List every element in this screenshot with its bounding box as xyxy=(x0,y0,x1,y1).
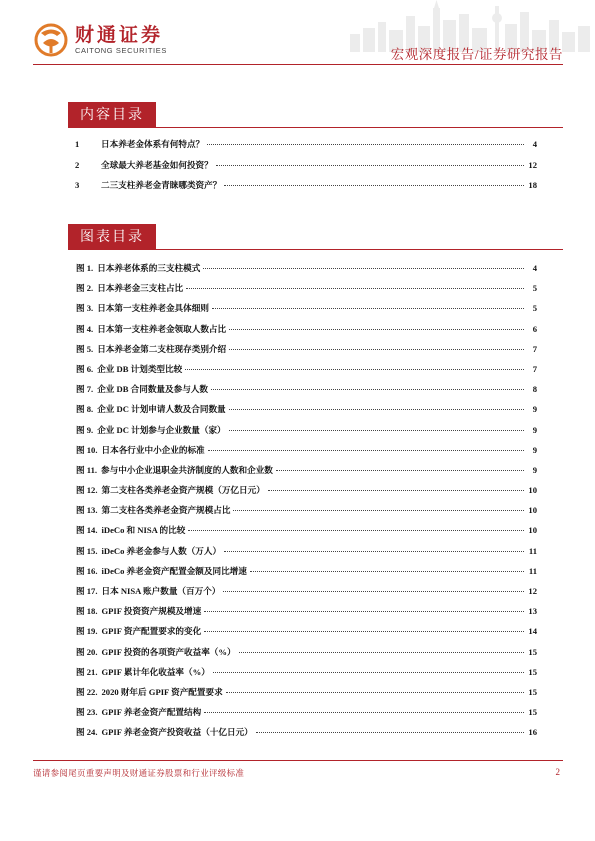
header-divider xyxy=(33,64,563,65)
figure-page: 15 xyxy=(528,686,537,697)
figure-title: 日本第一支柱养老金领取人数占比 xyxy=(97,323,227,334)
figure-entry[interactable] xyxy=(76,726,537,746)
figure-label: 图 19. xyxy=(76,626,98,637)
figure-entry[interactable] xyxy=(76,403,537,423)
figure-title: 第二支柱各类养老金资产规模占比 xyxy=(101,505,231,516)
toc-entry-title: 二三支柱养老金青睐哪类资产？ xyxy=(101,180,222,190)
figure-entry[interactable] xyxy=(76,282,537,302)
figure-title: GPIF 养老金资产配置结构 xyxy=(101,707,202,718)
toc-entry[interactable] xyxy=(75,138,537,159)
figure-page: 7 xyxy=(532,343,537,354)
figure-page: 11 xyxy=(528,565,537,576)
toc-entry[interactable] xyxy=(75,179,537,200)
toc-heading-rule xyxy=(68,127,563,128)
page-number: 2 xyxy=(555,767,560,777)
dot-leader xyxy=(213,672,524,673)
figure-entry[interactable] xyxy=(76,383,537,403)
figure-label: 图 9. xyxy=(76,424,94,435)
dot-leader xyxy=(229,430,524,431)
toc-entry-number: 3 xyxy=(75,180,80,190)
report-type-label: 宏观深度报告/证券研究报告 xyxy=(390,47,563,62)
figure-title: 日本养老体系的三支柱模式 xyxy=(97,263,201,273)
figure-label: 图 6. xyxy=(76,363,94,374)
figure-title: 2020 财年后 GPIF 资产配置要求 xyxy=(101,686,223,697)
figure-page: 5 xyxy=(532,283,537,294)
figure-page: 15 xyxy=(528,666,537,677)
footer-divider xyxy=(33,760,563,761)
figure-title: 企业 DB 计划类型比较 xyxy=(97,363,183,374)
figure-label: 图 14. xyxy=(76,525,98,536)
toc-list xyxy=(75,138,537,200)
dot-leader xyxy=(229,329,524,330)
figure-label: 图 7. xyxy=(76,384,94,395)
toc-entry-page: 12 xyxy=(528,159,537,170)
figure-entry[interactable] xyxy=(76,565,537,585)
figure-page: 15 xyxy=(528,707,537,718)
figure-page: 10 xyxy=(528,505,537,516)
figure-title: GPIF 养老金资产投资收益（十亿日元） xyxy=(101,727,253,738)
figure-label: 图 13. xyxy=(76,505,98,516)
figure-page: 9 xyxy=(532,444,537,455)
dot-leader xyxy=(203,268,524,269)
figure-entry[interactable] xyxy=(76,646,537,666)
figure-page: 4 xyxy=(532,263,537,273)
figure-title: GPIF 资产配置要求的变化 xyxy=(101,626,202,637)
dot-leader xyxy=(185,369,524,370)
figure-title: iDeCo 养老金资产配置金额及同比增速 xyxy=(101,565,247,576)
figure-label: 图 8. xyxy=(76,404,94,415)
figure-title: iDeCo 和 NISA 的比较 xyxy=(101,525,186,536)
figure-title: 日本第一支柱养老金具体细则 xyxy=(97,303,209,314)
figure-label: 图 18. xyxy=(76,606,98,617)
dot-leader xyxy=(224,551,524,552)
figure-label: 图 10. xyxy=(76,444,98,455)
dot-leader xyxy=(212,308,524,309)
figure-list xyxy=(76,262,537,747)
dot-leader xyxy=(233,510,524,511)
figure-entry[interactable] xyxy=(76,524,537,544)
figure-entry[interactable] xyxy=(76,424,537,444)
figure-page: 7 xyxy=(532,363,537,374)
figure-page: 9 xyxy=(532,464,537,475)
dot-leader xyxy=(268,490,524,491)
toc-entry-title: 日本养老金体系有何特点？ xyxy=(101,139,205,149)
figure-title: GPIF 累计年化收益率（%） xyxy=(101,666,210,677)
figure-entry[interactable] xyxy=(76,444,537,464)
figure-page: 9 xyxy=(532,404,537,415)
figure-title: 日本各行业中小企业的标准 xyxy=(101,444,205,455)
figure-entry[interactable] xyxy=(76,363,537,383)
figure-title: 企业 DC 计划申请人数及合同数量 xyxy=(97,404,226,415)
toc-entry-page: 4 xyxy=(532,139,537,149)
figure-title: GPIF 投资的各项资产收益率（%） xyxy=(101,646,236,657)
figure-label: 图 3. xyxy=(76,303,94,314)
toc-entry[interactable] xyxy=(75,159,537,180)
logo-text xyxy=(75,24,167,56)
figure-title: 第二支柱各类养老金资产规模（万亿日元） xyxy=(101,485,265,496)
dot-leader xyxy=(204,611,524,612)
dot-leader xyxy=(216,165,524,166)
figure-entry[interactable] xyxy=(76,706,537,726)
caitong-logo-icon xyxy=(33,23,69,57)
toc-entry-number: 1 xyxy=(75,139,80,149)
dot-leader xyxy=(208,450,524,451)
logo-chinese-name: 财通证券 xyxy=(75,24,164,46)
figure-entry[interactable] xyxy=(76,545,537,565)
figure-page: 16 xyxy=(528,727,537,738)
figure-entry[interactable] xyxy=(76,464,537,484)
figure-label: 图 17. xyxy=(76,586,98,596)
figures-section-header xyxy=(68,224,563,250)
dot-leader xyxy=(207,144,524,145)
figure-label: 图 5. xyxy=(76,343,94,354)
figure-label: 图 16. xyxy=(76,565,98,576)
figure-entry[interactable] xyxy=(76,666,537,686)
dot-leader xyxy=(226,692,524,693)
figure-entry[interactable] xyxy=(76,504,537,524)
dot-leader xyxy=(239,652,524,653)
figure-title: 企业 DC 计划参与企业数量（家） xyxy=(97,424,226,435)
dot-leader xyxy=(229,349,524,350)
figure-title: 日本 NISA 账户数量（百万个） xyxy=(101,586,221,596)
figure-page: 13 xyxy=(528,606,537,617)
figure-entry[interactable] xyxy=(76,605,537,625)
figure-page: 10 xyxy=(528,485,537,496)
figure-title: 日本养老金三支柱占比 xyxy=(97,283,184,294)
figure-label: 图 21. xyxy=(76,666,98,677)
figure-page: 11 xyxy=(528,545,537,556)
figure-entry[interactable] xyxy=(76,343,537,363)
figure-entry[interactable] xyxy=(76,323,537,343)
figure-entry[interactable] xyxy=(76,302,537,322)
dot-leader xyxy=(204,631,524,632)
figure-label: 图 23. xyxy=(76,707,98,718)
figure-label: 图 20. xyxy=(76,646,98,657)
dot-leader xyxy=(224,185,524,186)
footer-disclaimer: 谨请参阅尾页重要声明及财通证券股票和行业评级标准 xyxy=(33,768,245,778)
company-logo xyxy=(33,23,167,57)
dot-leader xyxy=(229,409,524,410)
figure-entry[interactable] xyxy=(76,484,537,504)
figure-entry[interactable] xyxy=(76,262,537,282)
dot-leader xyxy=(211,389,524,390)
figure-page: 6 xyxy=(532,323,537,334)
toc-section-header xyxy=(68,102,563,128)
figure-page: 15 xyxy=(528,646,537,657)
dot-leader xyxy=(223,591,524,592)
figure-label: 图 11. xyxy=(76,464,98,475)
dot-leader xyxy=(250,571,524,572)
figure-title: GPIF 投资资产规模及增速 xyxy=(101,606,202,617)
figure-label: 图 15. xyxy=(76,545,98,556)
dot-leader xyxy=(186,288,524,289)
figure-page: 5 xyxy=(532,303,537,314)
figures-heading: 图表目录 xyxy=(68,224,156,250)
figure-entry[interactable] xyxy=(76,686,537,706)
figure-title: 日本养老金第二支柱现存类别介绍 xyxy=(97,343,227,354)
page-header xyxy=(0,0,595,72)
figure-page: 12 xyxy=(528,586,537,596)
dot-leader xyxy=(256,732,524,733)
logo-english-name: CAITONG SECURITIES xyxy=(75,46,167,55)
figure-title: 参与中小企业退职金共济制度的人数和企业数 xyxy=(101,464,273,475)
toc-heading: 内容目录 xyxy=(68,102,156,128)
dot-leader xyxy=(204,712,524,713)
figures-heading-rule xyxy=(68,249,563,250)
figure-page: 8 xyxy=(532,384,537,395)
figure-page: 14 xyxy=(528,626,537,637)
toc-entry-number: 2 xyxy=(75,159,80,170)
figure-label: 图 1. xyxy=(76,263,94,273)
figure-page: 9 xyxy=(532,424,537,435)
figure-entry[interactable] xyxy=(76,585,537,605)
toc-entry-page: 18 xyxy=(528,180,537,190)
figure-label: 图 12. xyxy=(76,485,98,496)
figure-title: 企业 DB 合同数量及参与人数 xyxy=(97,384,208,395)
figure-entry[interactable] xyxy=(76,625,537,645)
figure-title: iDeCo 养老金参与人数（万人） xyxy=(101,545,222,556)
figure-page: 10 xyxy=(528,525,537,536)
figure-label: 图 24. xyxy=(76,727,98,738)
toc-entry-title: 全球最大养老基金如何投资？ xyxy=(101,159,213,170)
figure-label: 图 22. xyxy=(76,686,98,697)
figure-label: 图 2. xyxy=(76,283,94,294)
figure-label: 图 4. xyxy=(76,323,94,334)
dot-leader xyxy=(188,530,524,531)
dot-leader xyxy=(276,470,524,471)
